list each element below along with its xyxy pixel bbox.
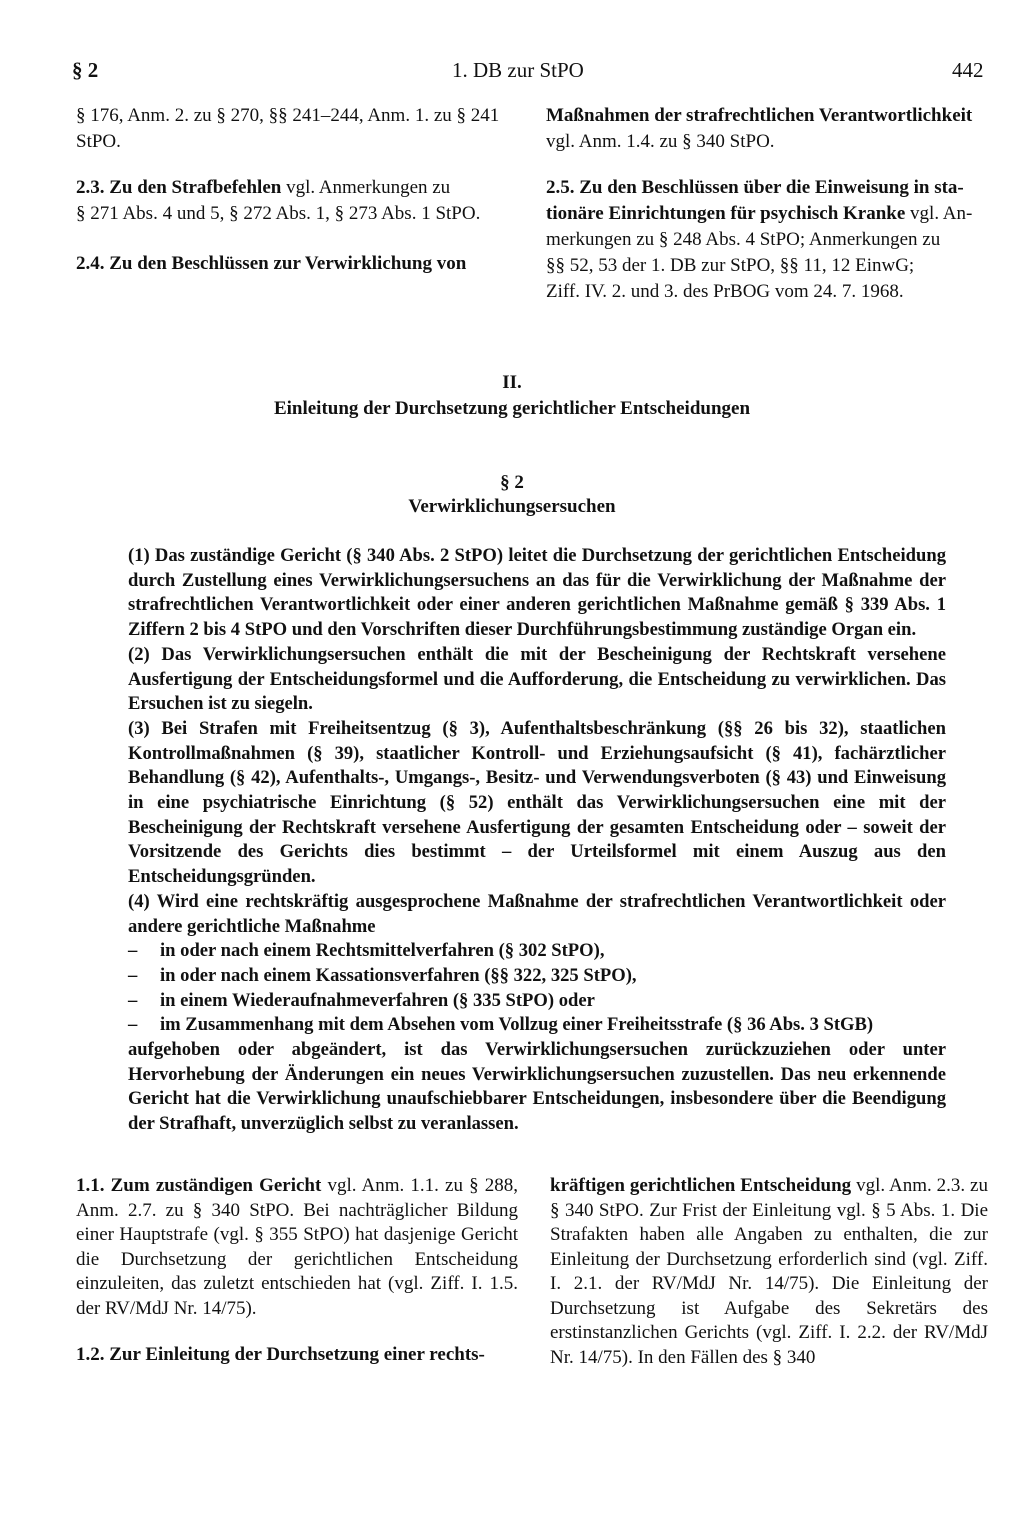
note-heading: Zu den Strafbefehlen [109,177,282,198]
note-number: 2.5. [546,177,575,198]
note-text: vgl. An- [905,203,973,224]
note-line: § 176, Anm. 2. zu § 270, §§ 241–244, Anm. 1. zu § 241 [76,105,500,126]
note-2-5 [546,176,964,200]
note-heading: Zur Einleitung der Durchsetzung einer rechts- [109,1344,485,1365]
note-line: merkungen zu § 248 Abs. 4 StPO; Anmerkungen zu [546,229,941,250]
note-heading: tionäre Einrichtungen für psychisch Kranke [546,203,906,224]
subsection-1: (1) Das zuständige Gericht (§ 340 Abs. 2 StPO) leitet die Durchsetzung der gerichtlichen Entscheidung durch Zustellung eines Verwirklichungsersuchens an das für die Verwirklichung der Maßnahme der strafrechtlichen Verantwortlichkeit oder einer anderen gerichtlichen Maßnahme gemäß § 339 Abs. 1 Ziffern 2 bis 4 StPO und den Vorschriften dieser Durchführungsbestimmung zuständige Organ ein. [128,545,946,641]
list-item: – in einem Wiederaufnahmeverfahren (§ 335 StPO) oder [128,989,595,1011]
note-line: Ziff. IV. 2. und 3. des PrBOG vom 24. 7. 1968. [546,281,904,302]
chapter-number: II. [502,372,522,393]
running-title: 1. DB zur StPO [452,58,584,82]
subsection-4-intro: (4) Wird eine rechtskräftig ausgesprochene Maßnahme der strafrechtlichen Verantwortlichkeit oder andere gerichtliche Maßnahme [128,890,946,937]
note-heading: Zum zuständigen Gericht [110,1175,322,1196]
note-1-2 [76,1343,518,1368]
note-continuation [550,1174,988,1370]
list-item: – im Zusammenhang mit dem Absehen vom Vollzug einer Freiheitsstrafe (§ 36 Abs. 3 StGB) [128,1014,874,1036]
note-number: 1.1. [76,1175,105,1196]
note-line [546,202,972,226]
note-line: § 271 Abs. 4 und 5, § 272 Abs. 1, § 273 Abs. 1 StPO. [76,203,481,224]
paragraph-number: § 2 [500,472,524,493]
note-line: vgl. Anm. 1.4. zu § 340 StPO. [546,131,775,152]
statute-body [128,544,946,1137]
page-number: 442 [952,58,984,82]
note-heading: Zu den Beschlüssen zur Verwirklichung von [109,253,467,274]
subsection-2: (2) Das Verwirklichungsersuchen enthält die mit der Bescheinigung der Rechtskraft versehene Ausfertigung der Entscheidungsformel und die Aufforderung, die Entscheidung zu verwirklichen. Das Ersuchen ist zu siegeln. [128,643,946,715]
list-item: – in oder nach einem Rechtsmittelverfahren (§ 302 StPO), [128,940,605,962]
note-number: 2.3. [76,177,105,198]
note-line: StPO. [76,131,121,152]
section-marker: § 2 [72,58,99,82]
note-heading: kräftigen gerichtlichen Entscheidung [550,1175,852,1196]
note-text: vgl. Anm. 1.1. zu § 288, Anm. 2.7. zu § 340 StPO. Bei nachträglicher Bildung einer Hauptstrafe (vgl. § 355 StPO) hat dasjenige Gericht die Durchsetzung der gerichtlichen Entscheidung einzuleiten, das zuletzt entschieden hat (vgl. Ziff. I. 1.5. der RV/MdJ Nr. 14/75). [76,1175,518,1319]
chapter-title: Einleitung der Durchsetzung gerichtlicher Entscheidungen [273,398,751,419]
note-2-3 [76,176,450,200]
note-1-1 [76,1174,518,1321]
subsection-4-rest: aufgehoben oder abgeändert, ist das Verwirklichungsersuchen zurückzuziehen oder unter Hervorhebung der Änderungen ein neues Verwirklichungsersuchen zuzustellen. Das neu erkennende Gericht hat die Verwirklichung unaufschiebbarer Entscheidungen, insbesondere über die Beendigung der Strafhaft, unverzüglich selbst zu veranlassen. [128,1039,946,1135]
paragraph-title: Verwirklichungsersuchen [408,496,616,517]
note-2-4 [76,252,466,276]
note-number: 1.2. [76,1344,105,1365]
note-line: §§ 52, 53 der 1. DB zur StPO, §§ 11, 12 EinwG; [546,255,915,276]
subsection-3: (3) Bei Strafen mit Freiheitsentzug (§ 3), Aufenthaltsbeschränkung (§§ 26 bis 32), staatlichen Kontrollmaßnahmen (§ 39), staatlicher Kontroll- und Erziehungsaufsicht (§ 41), fachärztlicher Behandlung (§ 42), Aufenthalts-, Umgangs-, Besitz- und Verwendungsverboten (§ 43) und Einweisung in eine psychiatrische Einrichtung (§ 52) enthält das Verwirklichungsersuchen eine mit der Bescheinigung der Rechtskraft versehene Ausfertigung der gesamten Entscheidung oder – soweit der Vorsitzende des Gerichts dies bestimmt – der Urteilsformel mit einem Auszug aus den Entscheidungsgründen. [128,717,946,888]
note-number: 2.4. [76,253,105,274]
note-text: vgl. Anmerkungen zu [281,177,451,198]
list-item: – in oder nach einem Kassationsverfahren (§§ 322, 325 StPO), [128,964,637,986]
note-text: vgl. Anm. 2.3. zu § 340 StPO. Zur Frist der Einleitung vgl. § 5 Abs. 1. Die Strafakten haben alle Angaben zu enthalten, die zur Einleitung der Durchsetzung erforderlich sind (vgl. Ziff. I. 2.1. der RV/MdJ Nr. 14/75). Die Einleitung der Durchsetzung ist Aufgabe des Sekretärs des erstinstanzlichen Gerichts (vgl. Ziff. I. 2.2. der RV/MdJ Nr. 14/75). In den Fällen des § 340 [550,1175,988,1368]
note-heading: Maßnahmen der strafrechtlichen Verantwortlichkeit [546,105,973,126]
bottom-right-column [550,1174,988,1370]
bottom-left-column [76,1174,518,1368]
note-heading: Zu den Beschlüssen über die Einweisung in sta- [579,177,964,198]
